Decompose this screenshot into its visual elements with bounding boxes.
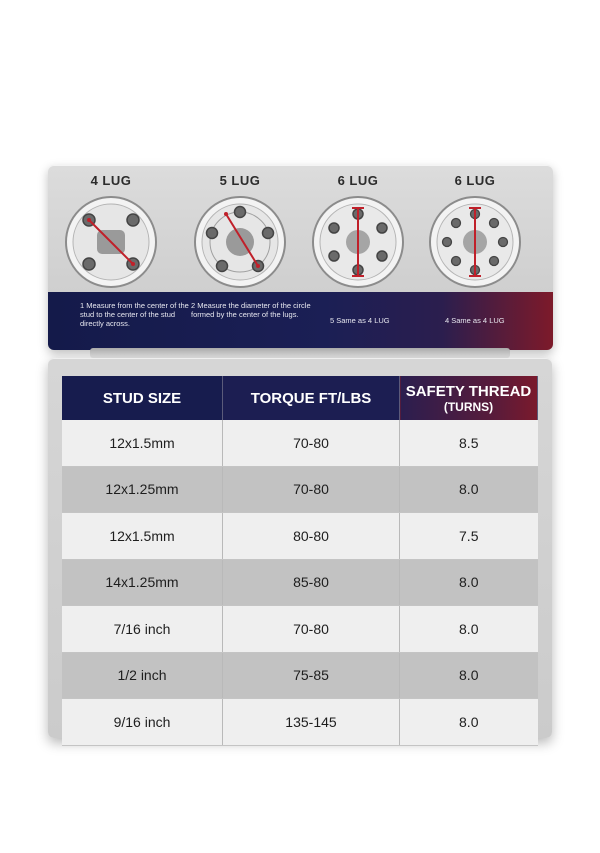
- turns-cell: 8.0: [400, 466, 538, 513]
- lug-pattern-title: 6 LUG: [337, 173, 379, 188]
- column-header-safety-thread: [400, 376, 538, 420]
- torque-cell: 75-85: [223, 652, 400, 699]
- stud-size-cell: 12x1.5mm: [62, 420, 223, 466]
- turns-cell: 7.5: [400, 513, 538, 560]
- torque-cell: 85-80: [223, 559, 400, 606]
- table-row: [62, 606, 538, 653]
- stud-size-cell: 12x1.5mm: [62, 513, 223, 560]
- instruction-label-4: 4 Same as 4 LUG: [445, 316, 505, 325]
- instruction-label-3: 5 Same as 4 LUG: [330, 316, 390, 325]
- instruction-band: [48, 292, 553, 350]
- table-header-row: [62, 376, 538, 420]
- turns-cell: 8.0: [400, 699, 538, 746]
- lug-pattern-title: 4 LUG: [90, 173, 132, 188]
- lug-pattern-title: 5 LUG: [219, 173, 261, 188]
- torque-cell: 135-145: [223, 699, 400, 746]
- stud-size-cell: 14x1.25mm: [62, 559, 223, 606]
- stud-size-cell: 7/16 inch: [62, 606, 223, 653]
- stud-size-cell: 1/2 inch: [62, 652, 223, 699]
- torque-cell: 80-80: [223, 513, 400, 560]
- lug-pattern-6: [298, 165, 418, 290]
- safety-thread-sublabel: (TURNS): [443, 399, 494, 414]
- instruction-step-2: 2 Measure the diameter of the circle formed by the center of the lugs.: [191, 301, 311, 319]
- table-row: [62, 513, 538, 560]
- table-row: [62, 466, 538, 513]
- torque-cell: 70-80: [223, 466, 400, 513]
- table-row: [62, 559, 538, 606]
- torque-cell: 70-80: [223, 606, 400, 653]
- torque-table: [62, 376, 538, 746]
- safety-thread-label: SAFETY THREAD: [405, 382, 532, 400]
- wheel-hub-4-lug-diagram: [63, 194, 159, 290]
- turns-cell: 8.0: [400, 606, 538, 653]
- wheel-hub-8-lug-diagram: [427, 194, 523, 290]
- lug-pattern-5: [180, 165, 300, 290]
- column-header-torque: TORQUE FT/LBS: [223, 376, 400, 420]
- lug-pattern-title: 6 LUG: [454, 173, 496, 188]
- column-header-stud-size: STUD SIZE: [62, 376, 223, 420]
- table-row: [62, 420, 538, 466]
- stud-size-cell: 12x1.25mm: [62, 466, 223, 513]
- torque-table-panel: [48, 358, 552, 738]
- wheel-hub-6-lug-diagram: [310, 194, 406, 290]
- table-row: [62, 699, 538, 746]
- panel-hinge: [90, 348, 510, 358]
- lug-pattern-6-alt: [415, 165, 535, 290]
- turns-cell: 8.5: [400, 420, 538, 466]
- instruction-step-1: 1 Measure from the center of the stud to the center of the stud directly across.: [80, 301, 189, 328]
- table-row: [62, 652, 538, 699]
- wheel-hub-5-lug-diagram: [192, 194, 288, 290]
- lug-pattern-4: [51, 165, 171, 290]
- turns-cell: 8.0: [400, 559, 538, 606]
- stud-size-cell: 9/16 inch: [62, 699, 223, 746]
- lug-pattern-panel: [48, 165, 553, 350]
- turns-cell: 8.0: [400, 652, 538, 699]
- torque-cell: 70-80: [223, 420, 400, 466]
